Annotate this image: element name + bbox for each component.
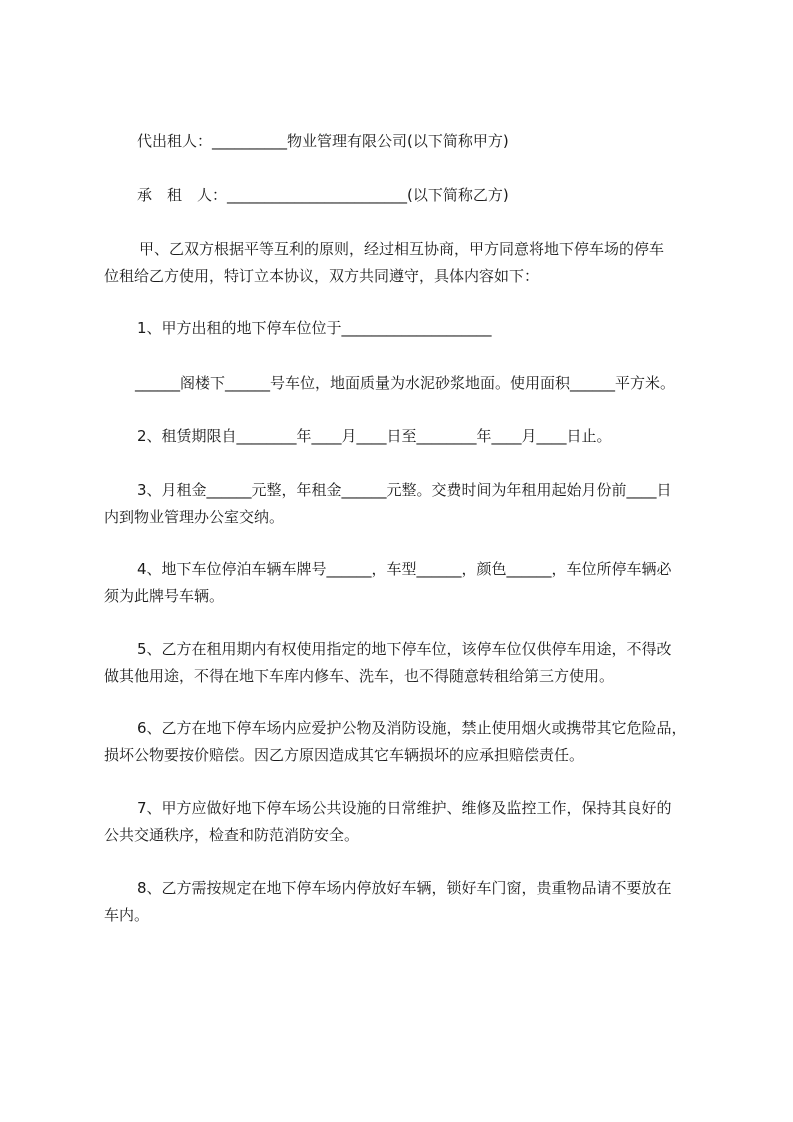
lessee-line: 承 租 人：________________________(以下简称乙方): [137, 186, 509, 204]
lessor-line: 代出租人：__________物业管理有限公司(以下简称甲方): [137, 132, 509, 150]
intro-line-2: 位租给乙方使用，特订立本协议，双方共同遵守，具体内容如下：: [104, 267, 540, 285]
clause-4-line-2: 须为此牌号车辆。: [104, 587, 225, 605]
clause-1-line-2: ______阁楼下______号车位，地面质量为水泥砂浆地面。使用面积______平方米。: [135, 374, 676, 392]
clause-5-line-2: 做其他用途，不得在地下车库内修车、洗车，也不得随意转租给第三方使用。: [104, 667, 615, 685]
clause-8-line-2: 车内。: [104, 906, 150, 924]
clause-3-line-1: 3、月租金______元整，年租金______元整。交费时间为年租用起始月份前____日: [137, 481, 672, 499]
clause-3-line-2: 内到物业管理办公室交纳。: [104, 508, 285, 526]
clause-6-line-2: 损坏公物要按价赔偿。因乙方原因造成其它车辆损坏的应承担赔偿责任。: [104, 746, 585, 764]
clause-8-line-1: 8、乙方需按规定在地下停车场内停放好车辆，锁好车门窗，贵重物品请不要放在: [137, 879, 672, 897]
intro-line-1: 甲、乙双方根据平等互利的原则，经过相互协商，甲方同意将地下停车场的停车: [139, 240, 665, 258]
clause-6-line-1: 6、乙方在地下停车场内应爱护公物及消防设施，禁止使用烟火或携带其它危险品，: [137, 719, 687, 737]
clause-7-line-1: 7、甲方应做好地下停车场公共设施的日常维护、维修及监控工作，保持其良好的: [137, 799, 672, 817]
clause-2: 2、租赁期限自________年____月____日至________年____月____日止。: [137, 427, 612, 445]
clause-4-line-1: 4、地下车位停泊车辆车牌号______，车型______，颜色______，车位所停车辆必: [137, 560, 672, 578]
clause-1-line-1: 1、甲方出租的地下停车位位于____________________: [137, 319, 492, 337]
clause-5-line-1: 5、乙方在租用期内有权使用指定的地下停车位，该停车位仅供停车用途，不得改: [137, 640, 672, 658]
clause-7-line-2: 公共交通秩序，检查和防范消防安全。: [104, 826, 360, 844]
